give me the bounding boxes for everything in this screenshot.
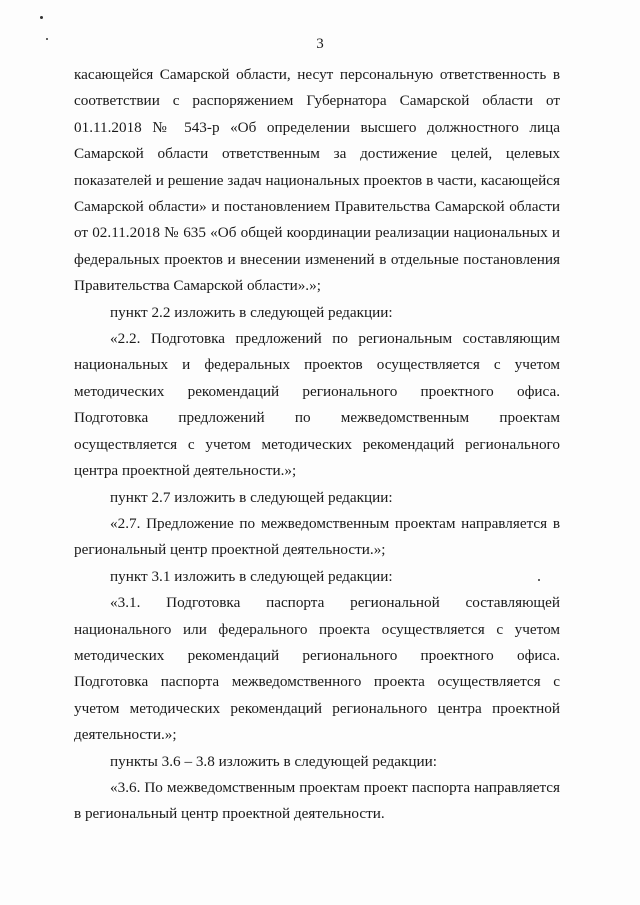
scan-speck: [40, 16, 43, 19]
page-number: 3: [316, 36, 324, 52]
paragraph-clause-2-2: «2.2. Подготовка предложений по региональным составляющим национальных и федеральных проектов осуществляется с учетом методических рекомендаций регионального проектного офиса. Подготовка предложений по межведомственным проектам осуществляется с учетом методических рекомендаций регионального центра проектной деятельности.»;: [74, 330, 560, 480]
paragraph-instruction: пункт 3.1 изложить в следующей редакции:: [110, 567, 393, 585]
paragraph-clause-3-1: «3.1. Подготовка паспорта региональной составляющей национального или федерального проекта осуществляется с учетом методических рекомендаций регионального проектного офиса. Подготовка паспорта межведомственного проекта осуществляется с учетом методических рекомендаций регионального центра проектной деятельности.»;: [74, 594, 560, 744]
paragraph-continuation: касающейся Самарской области, несут персональную ответственность в соответствии с распоряжением Губернатора Самарской области от 01.11.2018 № 543-р «Об определении высшего должностного лица Самарской области ответственным за достижение целей, целевых показателей и решение задач национальных проектов в части, касающейся Самарской области» и постановлением Правительства Самарской области от 02.11.2018 № 635 «Об общей координации реализации национальных и федеральных проектов и внесении изменений в отдельные постановления Правительства Самарской области».»;: [74, 66, 560, 295]
paragraph-clause-2-7: «2.7. Предложение по межведомственным проектам направляется в региональный центр проектной деятельности.»;: [74, 514, 560, 559]
paragraph-instruction: пункт 2.2 изложить в следующей редакции:: [110, 303, 393, 321]
paragraph-clause-3-6: «3.6. По межведомственным проектам проект паспорта направляется в региональный центр проектной деятельности.: [74, 778, 560, 823]
paragraph-instruction: пункты 3.6 – 3.8 изложить в следующей редакции:: [110, 752, 437, 770]
document-body: [74, 62, 560, 828]
paragraph-instruction: пункт 2.7 изложить в следующей редакции:: [110, 488, 393, 506]
